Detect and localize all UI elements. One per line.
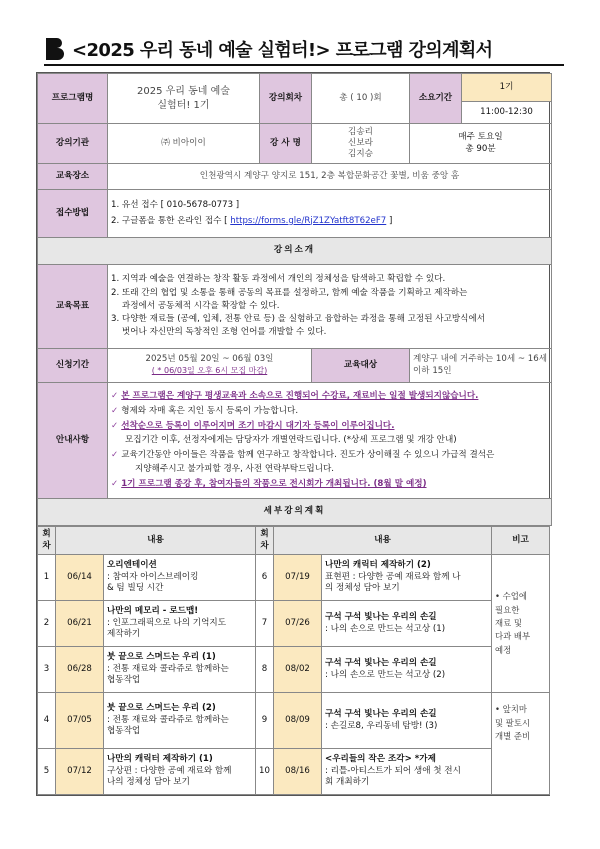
session-content: 오리엔테이션 : 참여자 아이스브레이킹 & 팀 빌딩 시간 [104, 555, 256, 601]
class-time: 11:00-12:30 [462, 102, 552, 124]
schedule: 매주 토요일 총 90분 [410, 124, 552, 164]
check-icon: ✓ [111, 391, 119, 402]
document-header [44, 34, 564, 66]
goal-item: 과정에서 공동체적 시각을 확장할 수 있다. [111, 300, 280, 311]
col-no-2: 회차 [256, 527, 274, 555]
table-row [38, 555, 550, 601]
col-content: 내용 [56, 527, 256, 555]
program-value: 2025 우리 동네 예술 실험터! 1기 [108, 74, 260, 124]
guide-item: 지양해주시고 불가피할 경우, 사전 연락부탁드립니다. [135, 464, 335, 475]
session-date: 07/19 [274, 555, 322, 601]
check-icon: ✓ [111, 449, 119, 460]
instructor-names: 김송리 신보라 김지승 [312, 124, 410, 164]
col-content-2: 내용 [274, 527, 492, 555]
guide-item: ✓ 교육기간동안 아이들은 작품을 함께 연구하고 창작합니다. 진도가 상이해질 수 있으니 가급적 결석은 [111, 449, 495, 460]
sessions-value: 총 ( 10 )회 [312, 74, 410, 124]
apply-period-label: 신청기간 [38, 349, 108, 383]
guide-item: 모집기간 이후, 선정자에게는 담당자가 개별연락드립니다. (*상세 프로그램 및 개강 안내) [125, 435, 457, 446]
session-no: 2 [38, 601, 56, 647]
session-date: 06/28 [56, 647, 104, 693]
detail-section-title: 세부강의계획 [38, 499, 552, 526]
session-no: 9 [256, 693, 274, 749]
session-date: 07/12 [56, 749, 104, 795]
apply-period-note: ( * 06/03일 오후 6시 모집 마감) [151, 365, 268, 375]
document-title: <2025 우리 동네 예술 실험터!> 프로그램 강의계획서 [72, 40, 493, 61]
guide-label: 안내사항 [38, 383, 108, 499]
session-content: <우리들의 작은 조각> *가제 : 리틀-아티스트가 되어 생애 첫 전시 회 개최하기 [322, 749, 492, 795]
session-date: 07/26 [274, 601, 322, 647]
session-no: 7 [256, 601, 274, 647]
session-date: 08/09 [274, 693, 322, 749]
place-label: 교육장소 [38, 164, 108, 190]
goal-item: 1. 지역과 예술을 연결하는 창작 활동 과정에서 개인의 정체성을 탐색하고 확립할 수 있다. [111, 274, 446, 285]
col-note: 비고 [492, 527, 550, 555]
table-row [38, 647, 550, 693]
sessions-label: 강의회차 [260, 74, 312, 124]
table-row [38, 601, 550, 647]
detail-table [37, 526, 550, 795]
title-underline [44, 64, 564, 66]
guide-item: ✓ 선착순으로 등록이 이루어지며 조기 마감시 대기자 등록이 이루어집니다. [111, 420, 395, 431]
goal-list [108, 265, 552, 349]
table-row [38, 749, 550, 795]
session-content: 나만의 캐릭터 제작하기 (2) 표현편 : 다양한 공예 재료와 함께 나 의 정체성 담아 보기 [322, 555, 492, 601]
session-no: 8 [256, 647, 274, 693]
session-no: 4 [38, 693, 56, 749]
session-content: 구석 구석 빛나는 우리의 손길 : 손길로8, 우리동네 탐방! (3) [322, 693, 492, 749]
guide-item: ✓ 1기 프로그램 종강 후, 참여자들의 작품으로 전시회가 개최됩니다. (8월 말 예정) [111, 479, 427, 490]
session-content: 구석 구석 빛나는 우리의 손길 : 나의 손으로 만드는 석고상 (2) [322, 647, 492, 693]
org-label: 강의기관 [38, 124, 108, 164]
session-no: 6 [256, 555, 274, 601]
brand-logo-icon [44, 36, 66, 62]
table-row [38, 693, 550, 749]
session-date: 07/05 [56, 693, 104, 749]
session-content: 나만의 메모리 - 로드맵! : 인포그래픽으로 나의 기억지도 제작하기 [104, 601, 256, 647]
session-date: 08/02 [274, 647, 322, 693]
session-no: 10 [256, 749, 274, 795]
apply-period [108, 349, 312, 383]
goal-label: 교육목표 [38, 265, 108, 349]
target-label: 교육대상 [312, 349, 410, 383]
check-icon: ✓ [111, 420, 119, 431]
place-value: 인천광역시 계양구 양지로 151, 2층 복합문화공간 꽃별, 비움 중앙 홈 [108, 164, 552, 190]
apply-phone: 1. 유선 접수 [ 010-5678-0773 ] [111, 199, 240, 210]
session-date: 06/21 [56, 601, 104, 647]
apply-label: 접수방법 [38, 190, 108, 238]
apply-period-value: 2025년 05월 20일 ~ 06월 03일 [145, 354, 274, 365]
goal-item: 2. 또래 간의 협업 및 소통을 통해 공동의 목표를 설정하고, 함께 예술 작품을 기획하고 제작하는 [111, 287, 468, 298]
check-icon: ✓ [111, 479, 119, 490]
col-no: 회차 [38, 527, 56, 555]
target-value: 계양구 내에 거주하는 10세 ~ 16세 이하 15인 [410, 349, 552, 383]
apply-methods [108, 190, 552, 238]
session-content: 나만의 캐릭터 제작하기 (1) 구상편 : 다양한 공예 재료와 함께 나의 정체성 담아 보기 [104, 749, 256, 795]
note-materials: • 수업에 필요한 재료 및 다과 배부 예정 [492, 555, 550, 693]
session-no: 5 [38, 749, 56, 795]
program-label: 프로그램명 [38, 74, 108, 124]
session-content: 구석 구석 빛나는 우리의 손길 : 나의 손으로 만드는 석고상 (1) [322, 601, 492, 647]
org-value: ㈜ 비아이이 [108, 124, 260, 164]
goal-item: 벗어나 자신만의 독창적인 조형 언어를 개발할 수 있다. [111, 327, 327, 338]
lecture-plan-sheet [36, 72, 550, 796]
session-content: 붓 끝으로 스며드는 우리 (1) : 전통 재료와 콜라쥬로 함께하는 협동작업 [104, 647, 256, 693]
session-no: 1 [38, 555, 56, 601]
goal-item: 3. 다양한 재료들 (공예, 입체, 전통 안료 등) 을 실험하고 융합하는 과정을 통해 고정된 사고방식에서 [111, 314, 486, 325]
check-icon: ✓ [111, 405, 119, 416]
session-date: 08/16 [274, 749, 322, 795]
guide-item: ✓ 형제와 자매 혹은 지인 동시 등록이 가능합니다. [111, 405, 299, 416]
cohort: 1기 [462, 74, 552, 102]
guide-item: ✓ 본 프로그램은 계양구 평생교육과 소속으로 진행되어 수강료, 재료비는 일절 발생되지않습니다. [111, 391, 479, 402]
session-date: 06/14 [56, 555, 104, 601]
session-content: 붓 끝으로 스며드는 우리 (2) : 전통 재료와 콜라쥬로 함께하는 협동작업 [104, 693, 256, 749]
period-label: 소요기간 [410, 74, 462, 124]
session-no: 3 [38, 647, 56, 693]
info-table [37, 73, 552, 526]
apply-online: 2. 구글폼을 통한 온라인 접수 [ https://forms.gle/RjZ1ZYatft8T62eF7 ] [111, 215, 393, 226]
intro-section-title: 강의소개 [38, 238, 552, 265]
google-form-link[interactable]: https://forms.gle/RjZ1ZYatft8T62eF7 [230, 215, 387, 226]
instructor-label: 강 사 명 [260, 124, 312, 164]
note-apron: • 앞치마 및 팔토시 개별 준비 [492, 693, 550, 795]
guide-list [108, 383, 552, 499]
